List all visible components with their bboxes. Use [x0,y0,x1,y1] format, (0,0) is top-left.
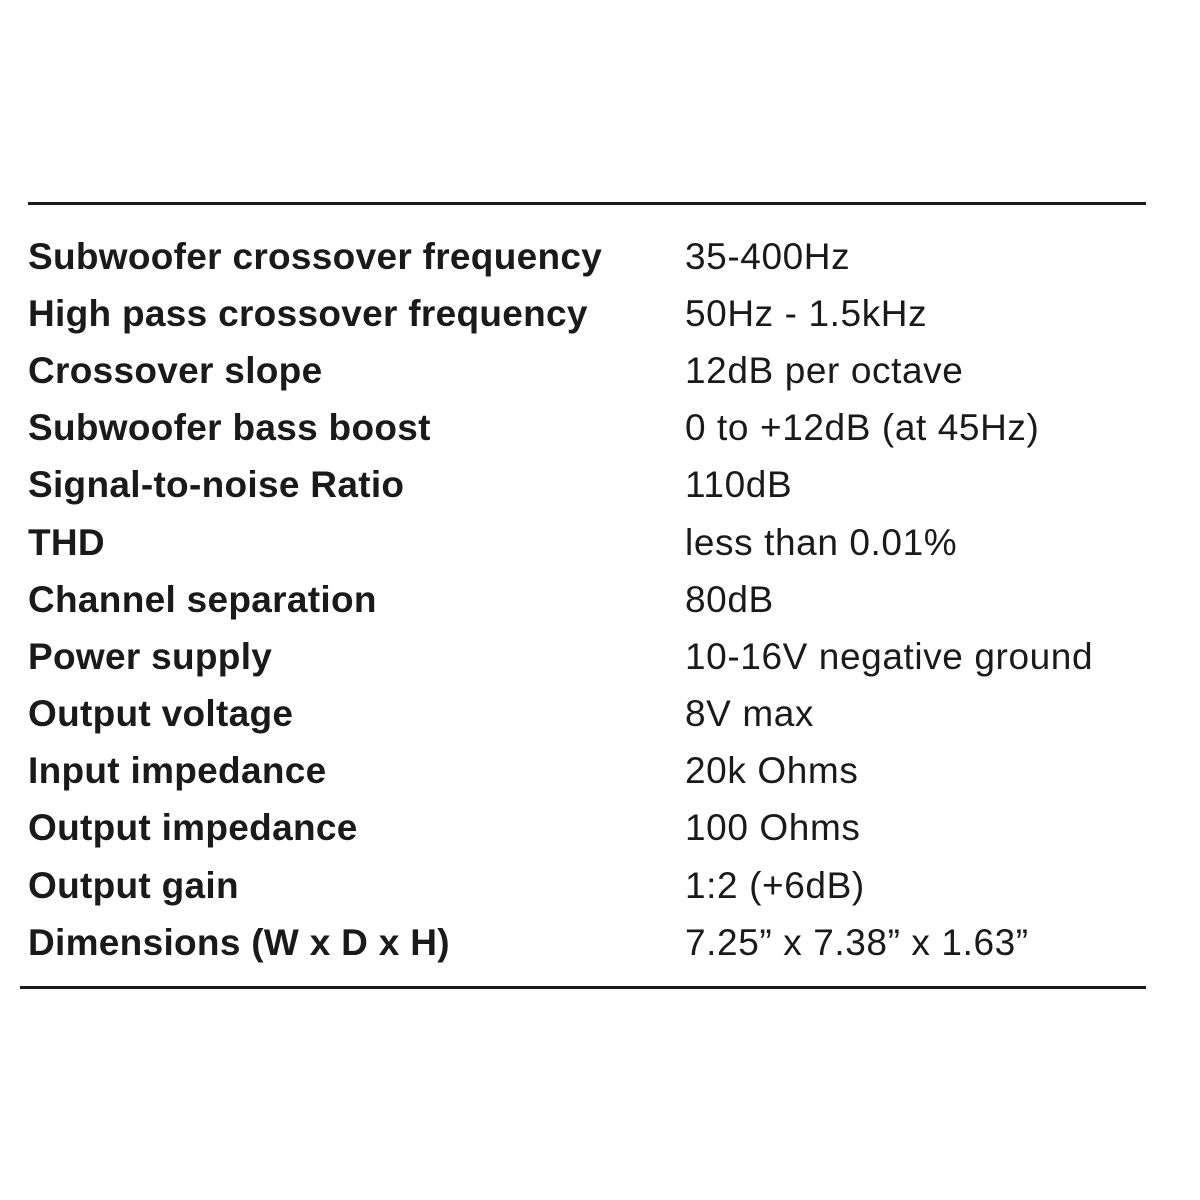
spec-row [28,743,1158,800]
spec-row [28,914,1158,971]
spec-row [28,457,1158,514]
spec-label: Output voltage [28,693,294,735]
spec-value: 80dB [685,578,774,620]
spec-label: THD [28,521,105,563]
spec-row [28,285,1158,342]
spec-label: Dimensions (W x D x H) [28,921,450,963]
spec-label: Power supply [28,635,273,677]
spec-label: Crossover slope [28,349,323,391]
spec-value: 110dB [685,464,793,506]
spec-row [28,342,1158,399]
spec-label: Subwoofer bass boost [28,407,431,449]
spec-value: 35-400Hz [685,235,851,277]
spec-value: 0 to +12dB (at 45Hz) [685,407,1040,449]
spec-row [28,514,1158,571]
spec-value: 1:2 (+6dB) [685,864,865,906]
spec-value: 12dB per octave [685,349,964,391]
spec-row [28,228,1158,285]
spec-value: 50Hz - 1.5kHz [685,292,928,334]
spec-row [28,628,1158,685]
top-divider [28,202,1146,205]
spec-label: Output impedance [28,807,358,849]
spec-value: 20k Ohms [685,750,859,792]
spec-row [28,686,1158,743]
spec-row [28,400,1158,457]
spec-label: Signal-to-noise Ratio [28,464,405,506]
spec-row [28,857,1158,914]
spec-value: 100 Ohms [685,807,861,849]
spec-label: High pass crossover frequency [28,292,588,334]
spec-label: Subwoofer crossover frequency [28,235,603,277]
spec-value: less than 0.01% [685,521,958,563]
spec-value: 10-16V negative ground [685,635,1094,677]
spec-label: Output gain [28,864,239,906]
spec-row [28,800,1158,857]
spec-value: 7.25” x 7.38” x 1.63” [685,921,1029,963]
bottom-divider [20,986,1146,989]
spec-label: Channel separation [28,578,377,620]
spec-table [28,228,1158,971]
spec-row [28,571,1158,628]
spec-value: 8V max [685,693,815,735]
spec-label: Input impedance [28,750,327,792]
